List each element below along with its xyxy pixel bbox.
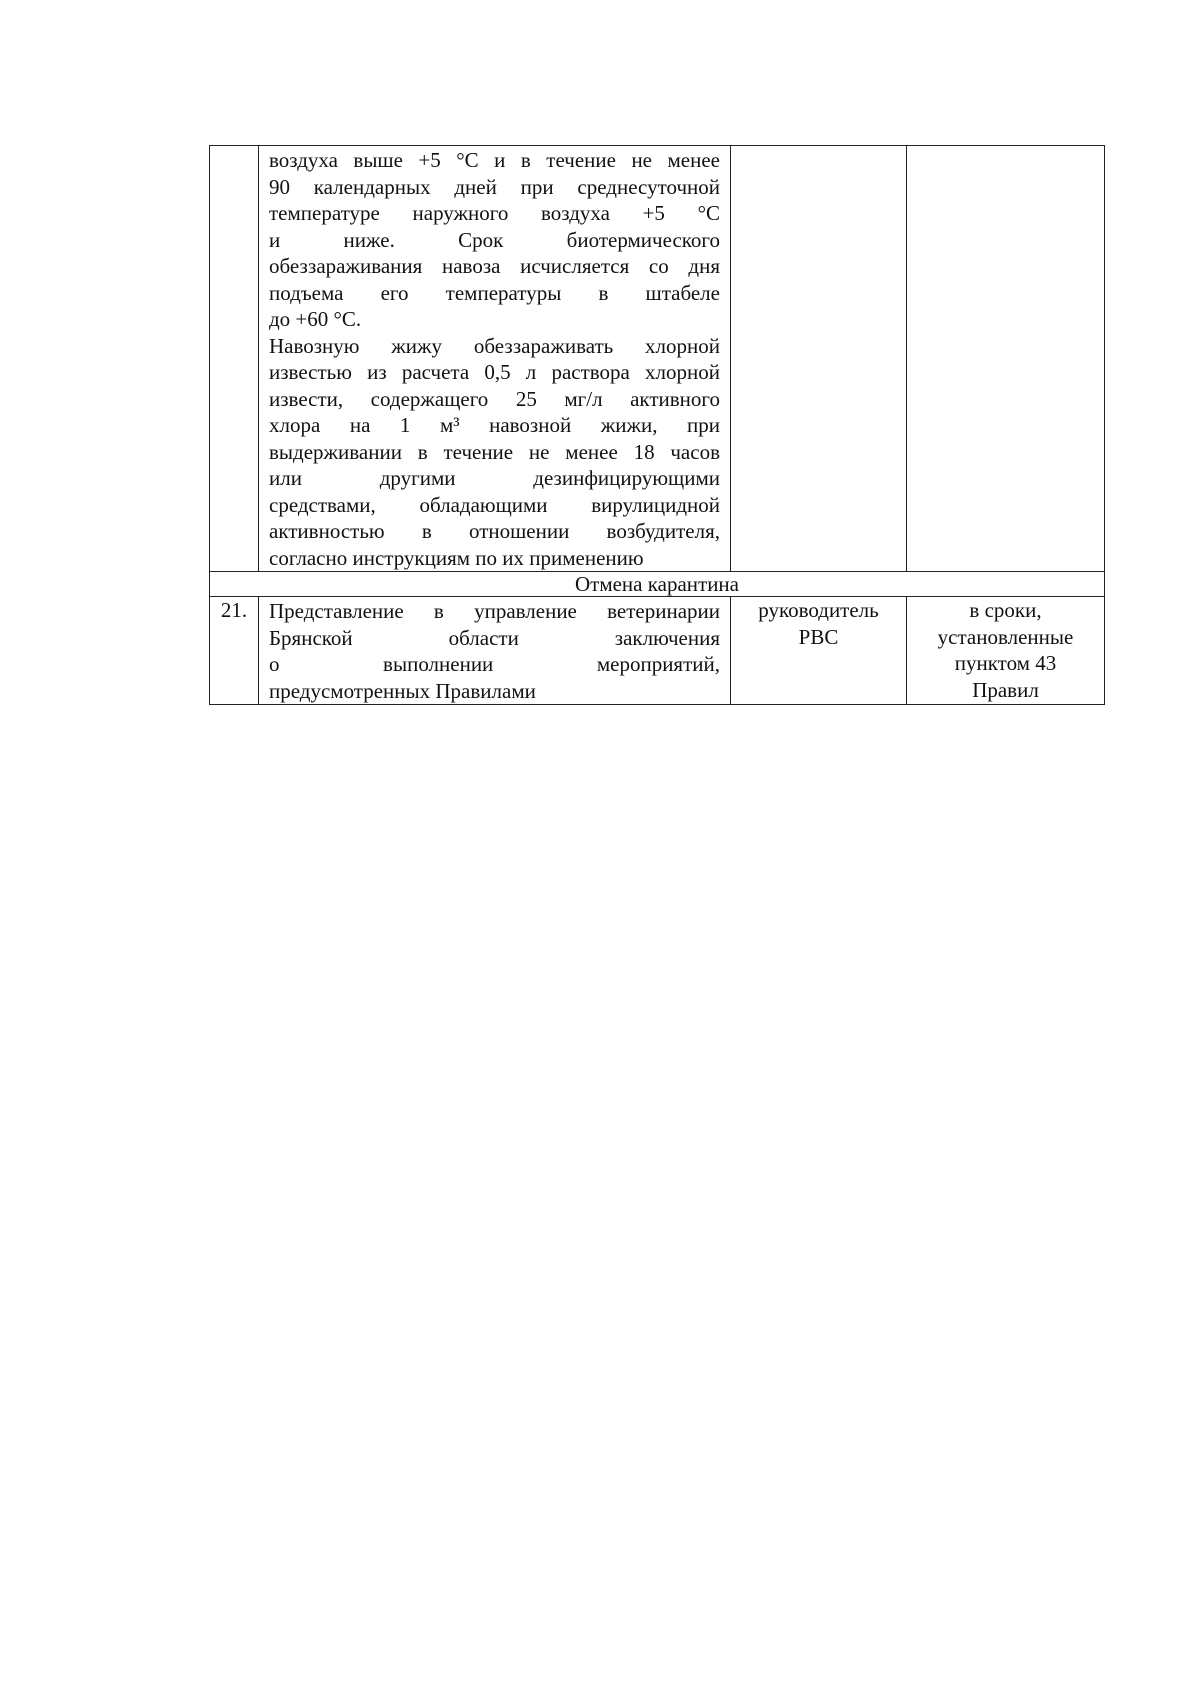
deadline-line: пунктом 43 [954,651,1057,675]
description-line: до +60 °С. [269,307,362,331]
measure-description-cell [259,146,731,572]
description-line: выдерживании в течение не менее 18 часов [269,439,720,464]
description-line: подъема его температуры в штабеле [269,280,720,305]
section-header: Отмена карантина [210,572,1105,597]
measures-table [209,145,1105,705]
measure-description-cell [259,597,731,705]
description-line: воздуха выше +5 °С и в течение не менее [269,148,720,172]
description-line: извести, содержащего 25 мг/л активного [269,386,720,411]
description-line: Брянской области заключения [269,625,720,650]
description-line: 90 календарных дней при среднесуточной [269,174,720,199]
row-number-cell [210,146,259,572]
responsible-line: РВС [798,624,839,649]
description-line: активностью в отношении возбудителя, [269,519,720,543]
description-line: обеззараживания навоза исчисляется со дня [269,254,720,278]
description-line: Навозную жижу обеззараживать хлорной [269,333,720,358]
description-line: и ниже. Срок биотермического [269,227,720,252]
deadline-line: установленные [937,624,1074,649]
row-number-cell: 21. [210,597,259,705]
description-line: предусмотренных Правилами [269,678,536,703]
responsible-cell [731,597,907,705]
deadline-cell [907,597,1105,705]
table-row-section-header [210,572,1105,597]
description-line: Представление в управление ветеринарии [269,599,720,623]
table-row-continuation [210,146,1105,572]
responsible-cell [731,146,907,572]
deadline-line: в сроки, [969,598,1042,622]
deadline-line: Правил [972,677,1039,702]
description-line: температуре наружного воздуха +5 °С [269,201,720,225]
description-line: или другими дезинфицирующими [269,466,720,490]
description-line: согласно инструкциям по их применению [269,545,644,570]
table-row-21 [210,597,1105,705]
description-line: известью из расчета 0,5 л раствора хлорной [269,360,720,384]
description-line: средствами, обладающими вирулицидной [269,492,720,517]
description-line: о выполнении мероприятий, [269,652,720,676]
description-line: хлора на 1 м³ навозной жижи, при [269,413,720,437]
deadline-cell [907,146,1105,572]
responsible-line: руководитель [758,598,879,622]
